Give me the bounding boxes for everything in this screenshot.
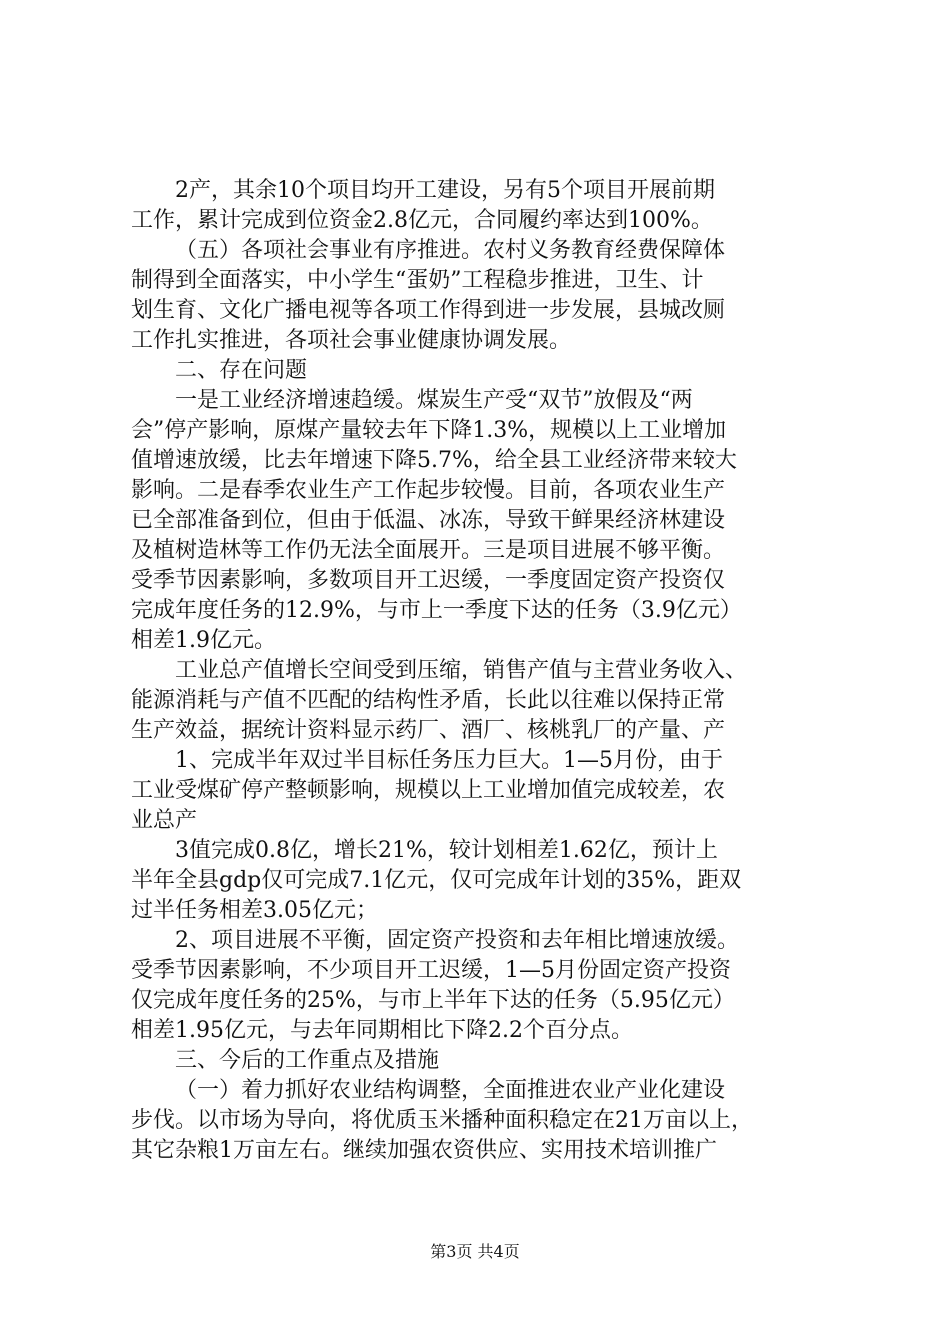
text-line: 受季节因素影响，多数项目开工迟缓，一季度固定资产投资仅 — [131, 568, 726, 593]
text-line: 二、存在问题 — [175, 358, 308, 383]
text-line: 划生育、文化广播电视等各项工作得到进一步发展，县城改厕 — [131, 298, 726, 323]
text-line: （一）着力抓好农业结构调整，全面推进农业产业化建设 — [175, 1078, 726, 1103]
text-line: 1、完成半年双过半目标任务压力巨大。1—5月份，由于 — [175, 748, 723, 773]
text-line: 相差1.9亿元。 — [131, 628, 276, 653]
text-line: 业总产 — [131, 808, 198, 833]
text-line: 能源消耗与产值不匹配的结构性矛盾，长此以往难以保持正常 — [131, 688, 726, 713]
text-line: 2、项目进展不平衡，固定资产投资和去年相比增速放缓。 — [175, 928, 739, 953]
text-line: 相差1.95亿元，与去年同期相比下降2.2个百分点。 — [131, 1018, 633, 1043]
text-line: 完成年度任务的12.9%，与市上一季度下达的任务（3.9亿元） — [131, 598, 742, 623]
text-line: 及植树造林等工作仍无法全面展开。三是项目进展不够平衡。 — [131, 538, 726, 563]
text-line: 其它杂粮1万亩左右。继续加强农资供应、实用技术培训推广 — [131, 1138, 717, 1163]
text-line: 已全部准备到位，但由于低温、冰冻，导致干鲜果经济林建设 — [131, 508, 726, 533]
text-line: （五）各项社会事业有序推进。农村义务教育经费保障体 — [175, 238, 726, 263]
document-body — [131, 176, 831, 1166]
text-line: 2产，其余10个项目均开工建设，另有5个项目开展前期 — [175, 178, 715, 203]
text-line: 值增速放缓，比去年增速下降5.7%，给全县工业经济带来较大 — [131, 448, 737, 473]
text-line: 影响。二是春季农业生产工作起步较慢。目前，各项农业生产 — [131, 478, 726, 503]
text-line: 受季节因素影响，不少项目开工迟缓，1—5月份固定资产投资 — [131, 958, 731, 983]
text-line: 半年全县gdp仅可完成7.1亿元，仅可完成年计划的35%，距双 — [131, 868, 742, 893]
text-line: 过半任务相差3.05亿元； — [131, 898, 378, 923]
text-line: 工业受煤矿停产整顿影响，规模以上工业增加值完成较差，农 — [131, 778, 726, 803]
text-line: 工作扎实推进，各项社会事业健康协调发展。 — [131, 328, 572, 353]
text-line: 3值完成0.8亿，增长21%，较计划相差1.62亿，预计上 — [175, 838, 718, 863]
text-line: 仅完成年度任务的25%，与市上半年下达的任务（5.95亿元） — [131, 988, 735, 1013]
text-line: 三、今后的工作重点及措施 — [175, 1048, 440, 1073]
text-line: 一是工业经济增速趋缓。煤炭生产受“双节”放假及“两 — [175, 388, 693, 413]
text-line: 步伐。以市场为导向，将优质玉米播种面积稳定在21万亩以上， — [131, 1108, 753, 1133]
text-line: 会”停产影响，原煤产量较去年下降1.3%，规模以上工业增加 — [131, 418, 727, 443]
text-line: 工业总产值增长空间受到压缩，销售产值与主营业务收入、 — [175, 658, 748, 683]
text-line: 生产效益，据统计资料显示药厂、酒厂、核桃乳厂的产量、产 — [131, 718, 726, 743]
page-number-footer: 第3页 共4页 — [430, 1242, 520, 1261]
text-line: 工作，累计完成到位资金2.8亿元，合同履约率达到100%。 — [131, 208, 713, 233]
text-line: 制得到全面落实，中小学生“蛋奶”工程稳步推进，卫生、计 — [131, 268, 704, 293]
